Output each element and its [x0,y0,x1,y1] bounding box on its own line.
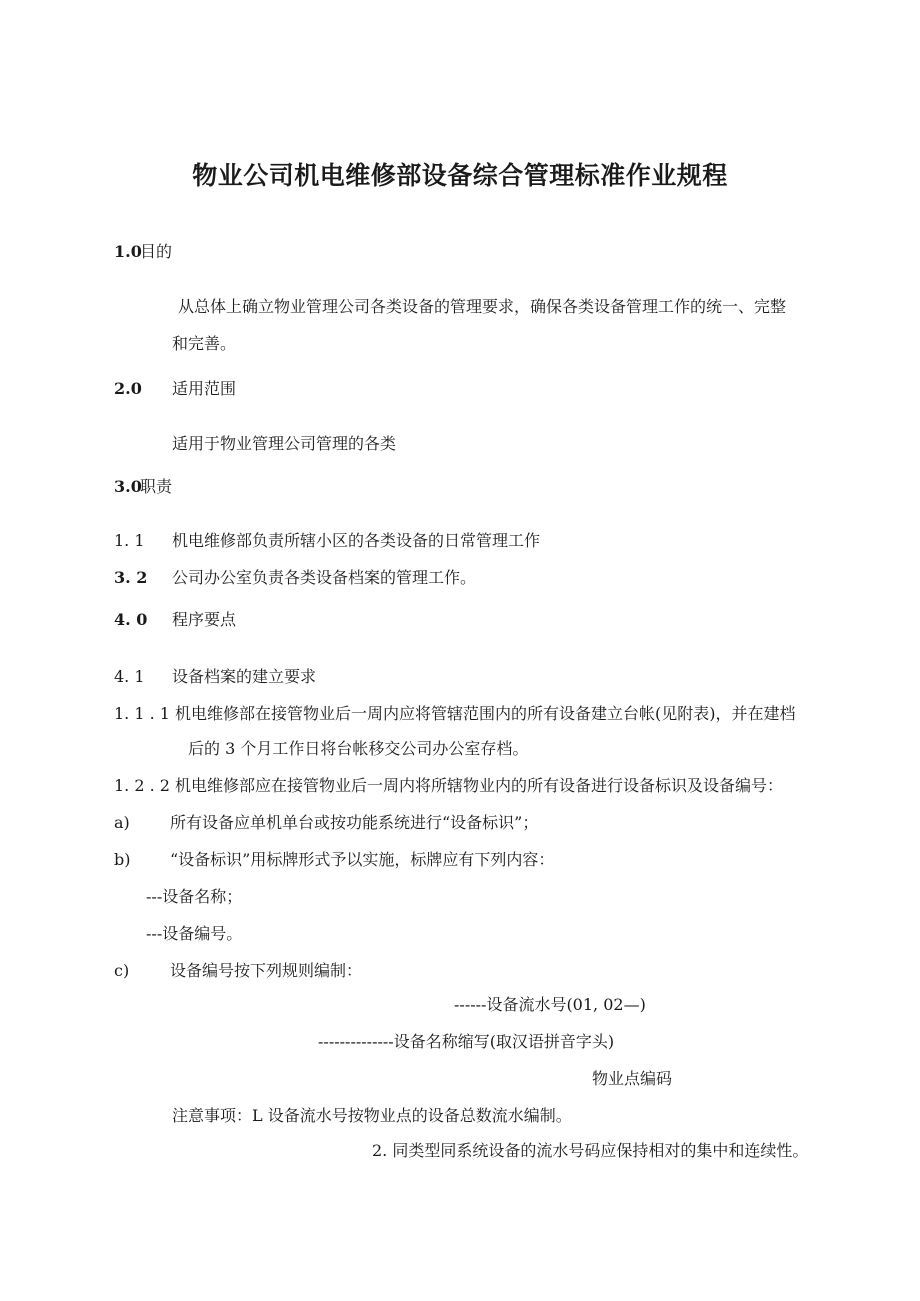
section-4-number: 4. 0 [114,610,148,629]
section-3-item1-number: 1. 1 [114,531,145,550]
paragraph-1-1-1-line2: 后的 3 个月工作日将台帐移交公司办公室存档。 [188,739,529,758]
section-2-heading: 适用范围 [172,379,237,398]
list-b-item-device-number: ---设备编号。 [146,924,243,943]
section-1-text-line1: 从总体上确立物业管理公司各类设备的管理要求，确保各类设备管理工作的统一、完整 [178,297,787,316]
list-a-label: a) [114,813,130,832]
section-2-text: 适用于物业管理公司管理的各类 [172,434,397,453]
rule-name-abbreviation: --------------设备名称缩写(取汉语拼音字头) [318,1032,615,1051]
list-b-text: “设备标识”用标牌形式予以实施，标牌应有下列内容： [170,850,555,869]
section-3-item2-text: 公司办公室负责各类设备档案的管理工作。 [172,568,477,587]
rule-site-code: 物业点编码 [592,1069,673,1088]
document-title: 物业公司机电维修部设备综合管理标准作业规程 [192,161,728,190]
section-2-number: 2.0 [114,379,142,398]
section-1-text-line2: 和完善。 [172,334,237,353]
list-c-text: 设备编号按下列规则编制： [170,961,363,980]
section-3-item2-number: 3. 2 [114,568,148,587]
list-b-item-device-name: ---设备名称； [146,887,243,906]
list-c-label: c) [114,961,130,980]
note-line1: 注意事项：L 设备流水号按物业点的设备总数流水编制。 [172,1106,572,1125]
section-1-number: 1.0 [114,242,142,261]
subsection-4-1-number: 4. 1 [114,667,145,686]
section-3-item1-text: 机电维修部负责所辖小区的各类设备的日常管理工作 [172,531,541,550]
section-3-number: 3.0 [114,477,142,496]
section-3-heading: 职责 [140,477,173,496]
paragraph-1-1-1-line1: 1. 1 . 1 机电维修部在接管物业后一周内应将管辖范围内的所有设备建立台帐(见附表)，并在建档 [114,704,796,723]
rule-serial-number: ------设备流水号(01, 02—) [454,995,646,1014]
note-line2: 2. 同类型同系统设备的流水号码应保持相对的集中和连续性。 [372,1141,809,1160]
paragraph-1-2-2-line1: 1. 2 . 2 机电维修部应在接管物业后一周内将所辖物业内的所有设备进行设备标识及设备编号： [114,776,784,795]
section-1-heading: 目的 [140,242,173,261]
subsection-4-1-heading: 设备档案的建立要求 [172,667,317,686]
list-b-label: b) [114,850,131,869]
section-4-heading: 程序要点 [172,610,237,629]
list-a-text: 所有设备应单机单台或按功能系统进行“设备标识”； [170,813,539,832]
